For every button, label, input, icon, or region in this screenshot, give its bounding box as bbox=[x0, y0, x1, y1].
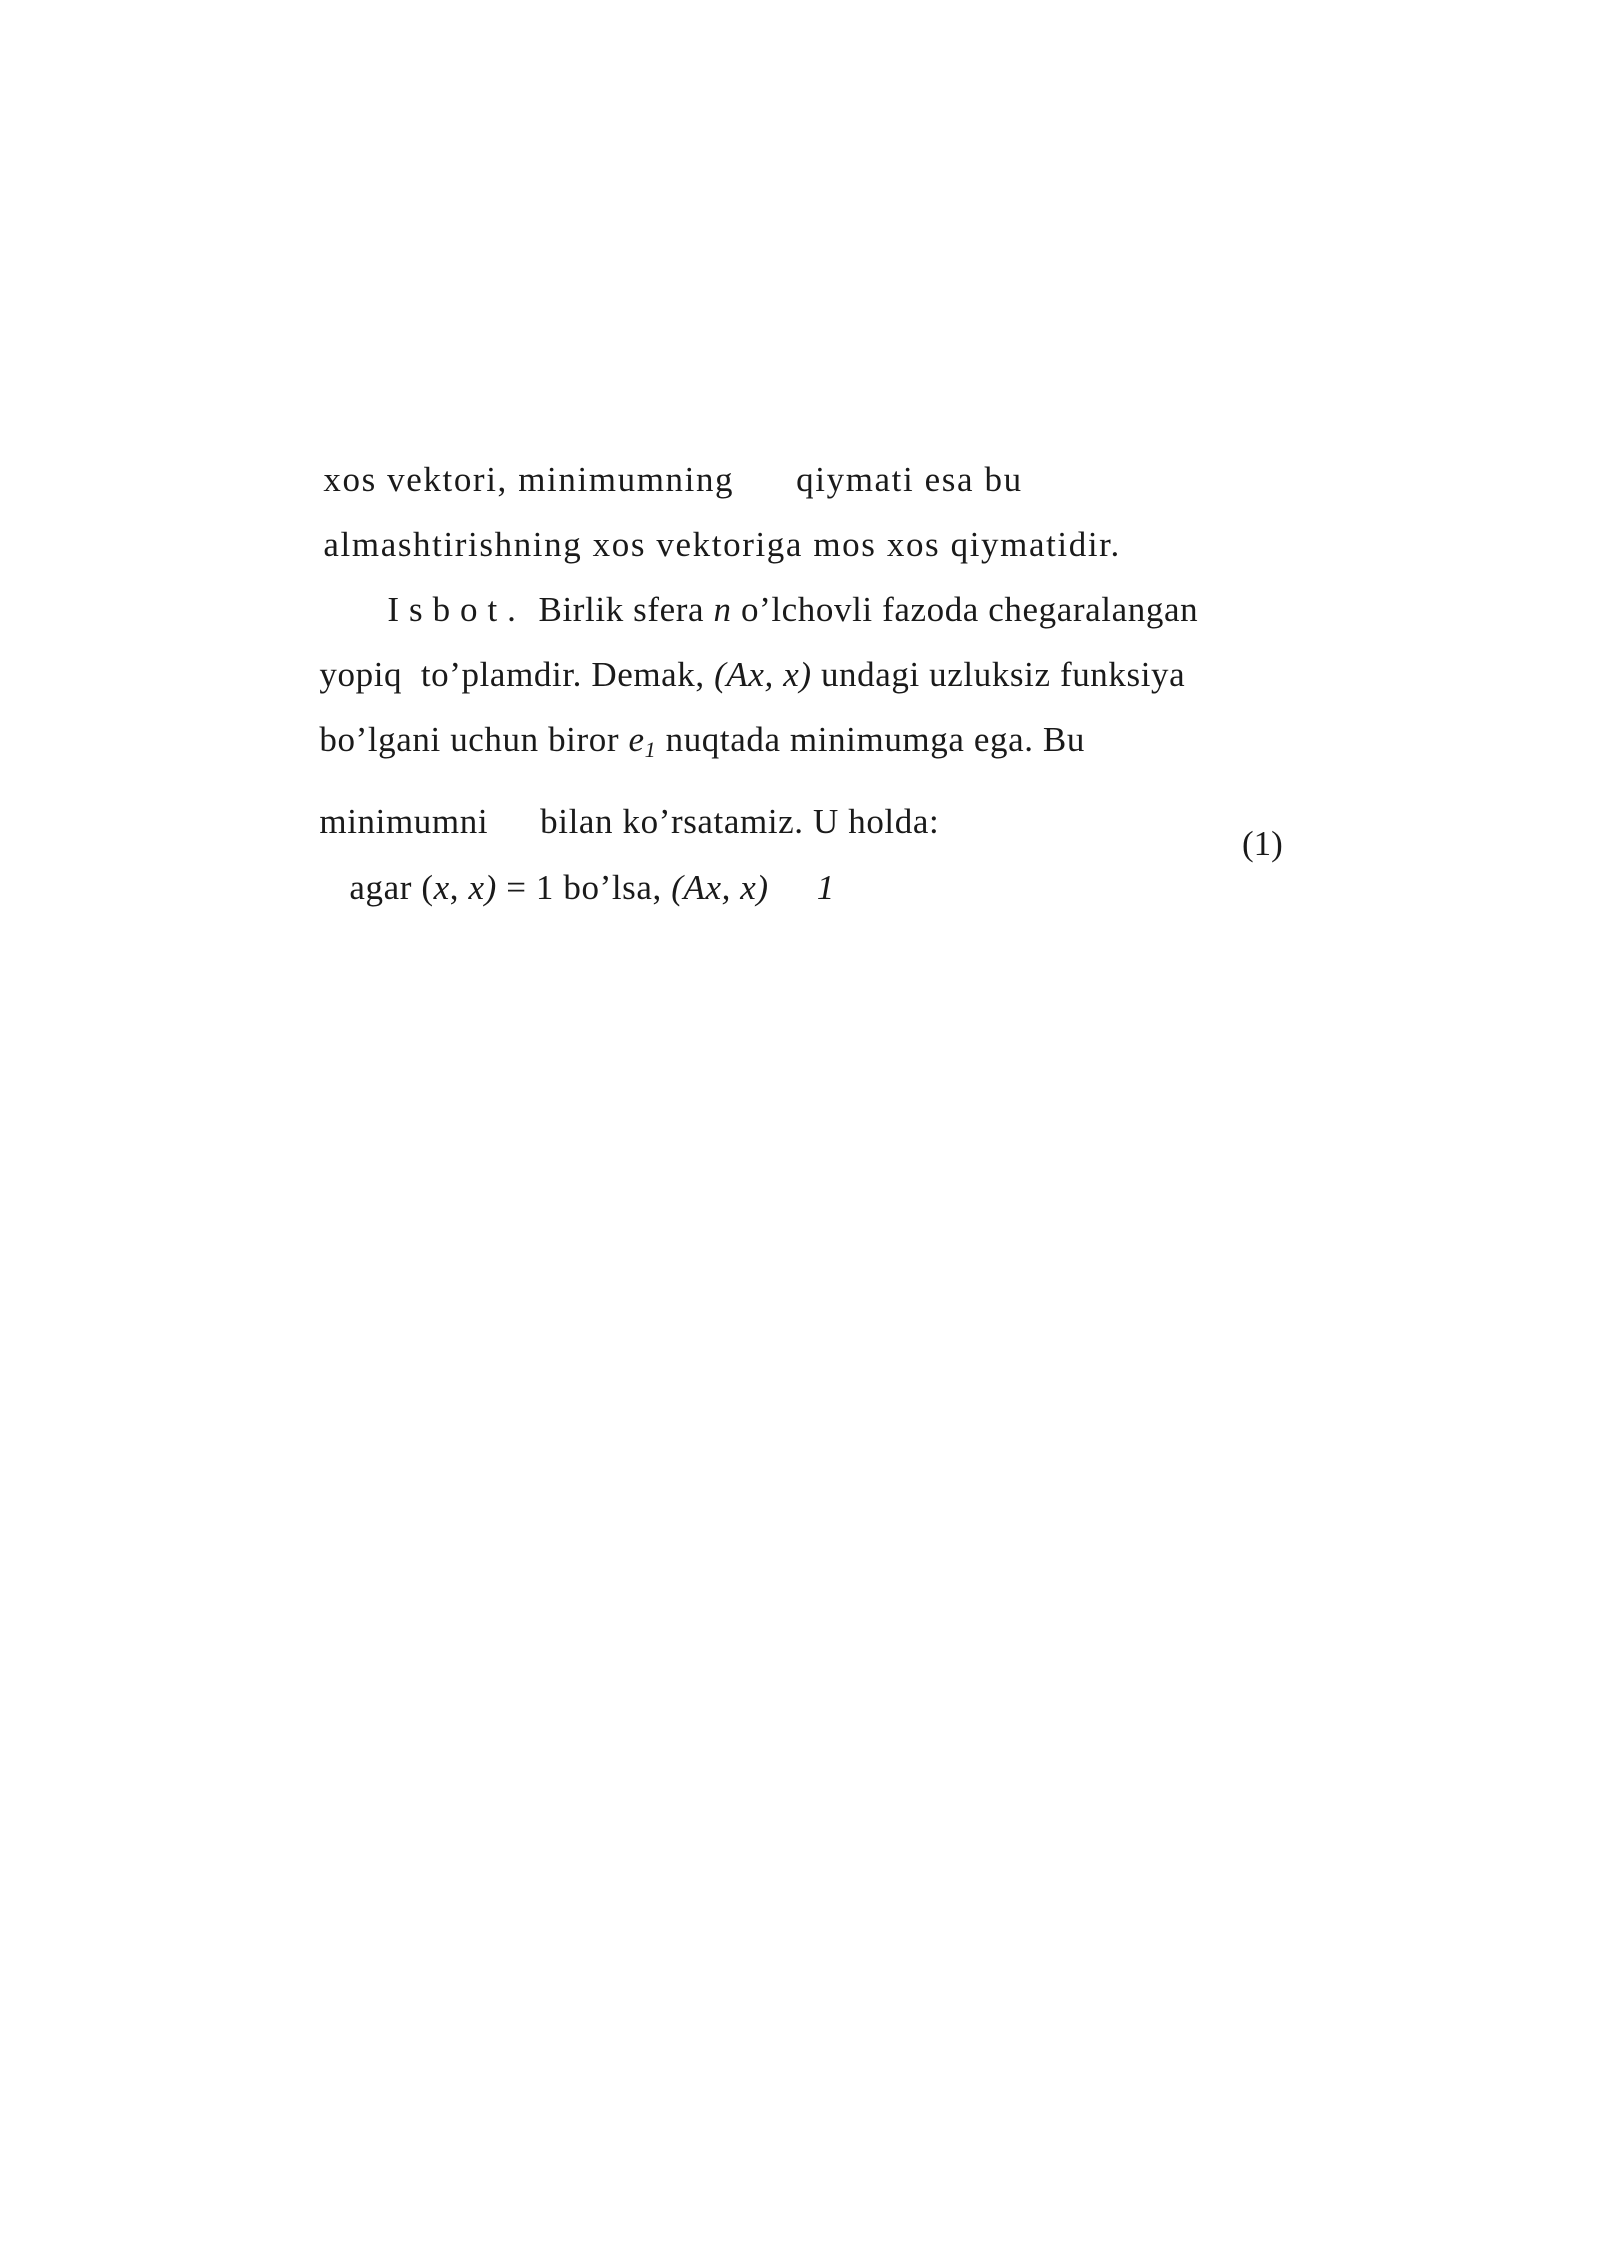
subscript-1: 1 bbox=[644, 737, 657, 762]
line-3-part-1: Birlik sfera bbox=[538, 590, 705, 629]
value-one: 1 bbox=[816, 868, 835, 907]
line-3-part-2: o’lchovli fazoda chegaralangan bbox=[740, 590, 1199, 629]
equation-number: (1) bbox=[1242, 824, 1283, 863]
proof-label: I s b o t . bbox=[387, 590, 517, 629]
text-line-7 bbox=[312, 822, 835, 954]
line-4-part-2: undagi uzluksiz funksiya bbox=[820, 655, 1186, 694]
variable-n: n bbox=[713, 590, 732, 629]
line-5-part-1: bo’lgani uchun biror bbox=[319, 720, 620, 759]
expression-ax-x-2: (Ax, x) bbox=[671, 868, 769, 907]
expression-ax-x: (Ax, x) bbox=[714, 655, 812, 694]
line-1-part-1: xos vektori, minimumning bbox=[323, 460, 735, 499]
variable-x-2: x) bbox=[468, 868, 497, 907]
variable-x-1: x bbox=[433, 868, 450, 907]
line-6-part-2: bilan ko’rsatamiz. U holda: bbox=[540, 802, 940, 841]
comma: , bbox=[449, 868, 469, 907]
line-2-text: almashtirishning xos vektoriga mos xos qiymatidir. bbox=[323, 525, 1121, 564]
line-4-part-1: yopiq to’plamdir. Demak, bbox=[319, 655, 705, 694]
line-1-part-2: qiymati esa bu bbox=[796, 460, 1023, 499]
line-7-part-2: = 1 bo’lsa, bbox=[496, 868, 662, 907]
line-5-part-2: nuqtada minimumga ega. Bu bbox=[665, 720, 1085, 759]
variable-e: e bbox=[628, 720, 645, 759]
line-6-part-1: minimumni bbox=[319, 802, 489, 841]
line-7-part-1: agar ( bbox=[349, 868, 434, 907]
